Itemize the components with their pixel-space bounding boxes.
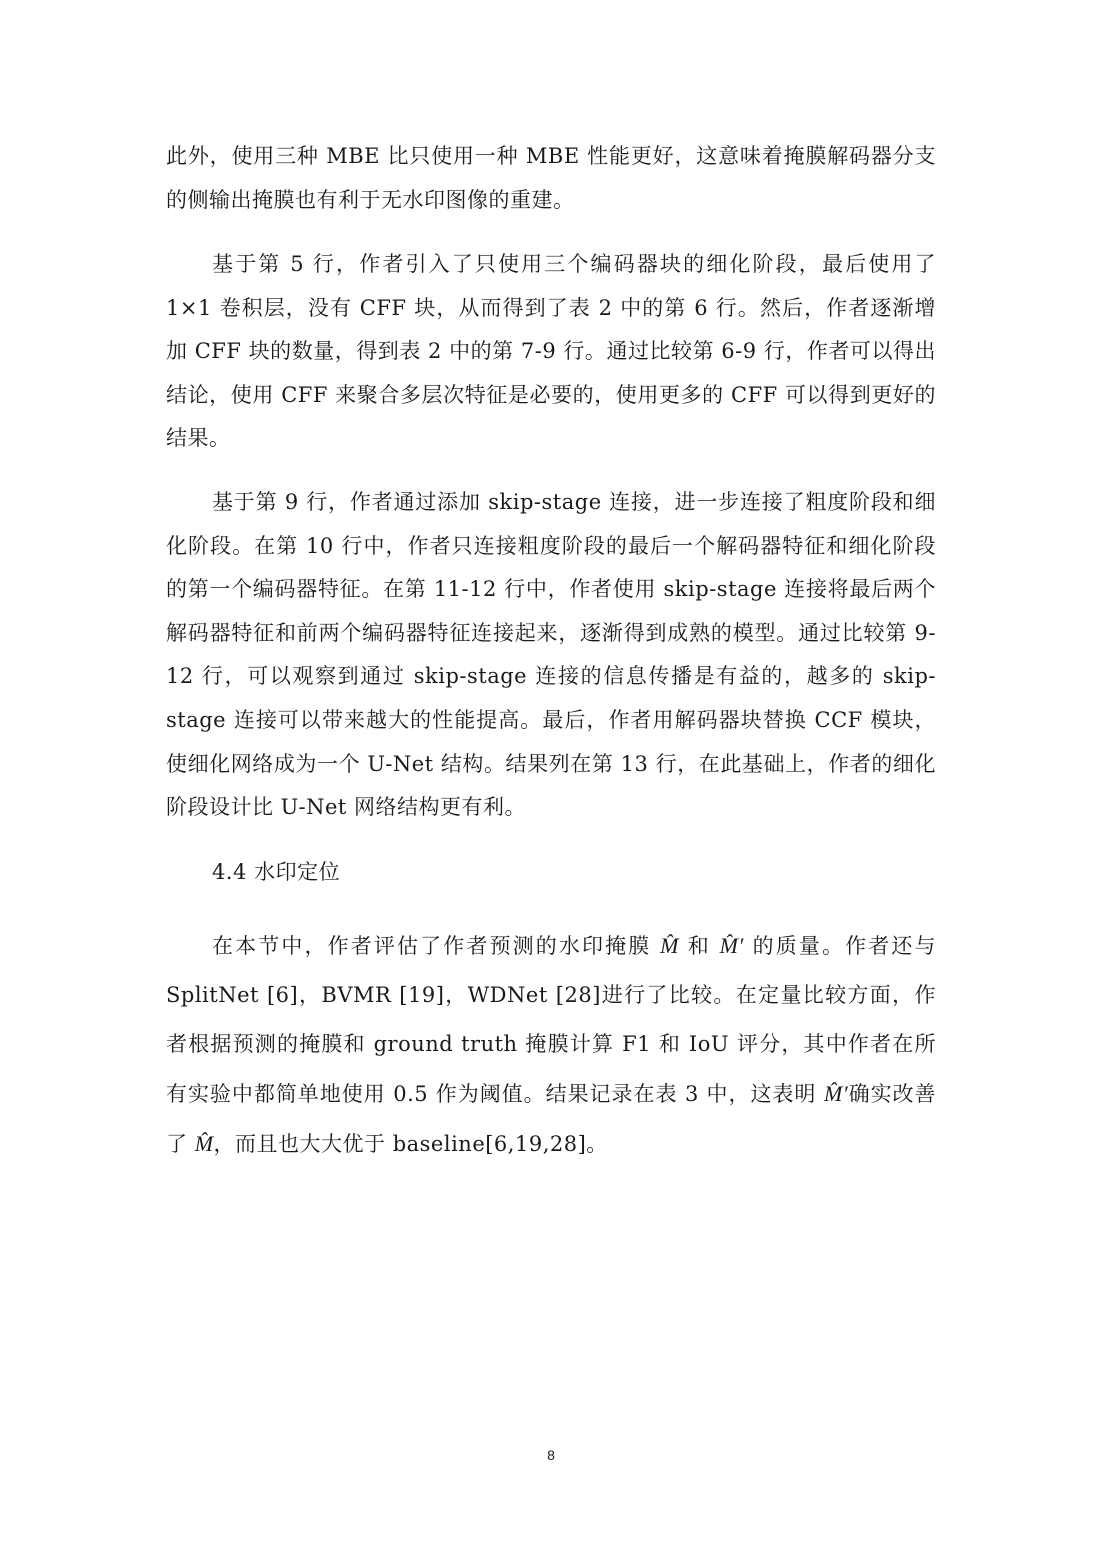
text-segment: 在本节中，作者评估了作者预测的水印掩膜: [212, 934, 661, 958]
math-m-hat: M̂: [194, 1131, 214, 1156]
text-segment: 和: [678, 934, 720, 958]
paragraph-refinement-stage: 基于第 5 行，作者引入了只使用三个编码器块的细化阶段，最后使用了 1×1 卷积层，没有 CFF 块，从而得到了表 2 中的第 6 行。然后，作者逐渐增加 CFF 块的数量，得到表 2 中的第 7-9 行。通过比较第 6-9 行，作者可以得出结论，使用 CFF 来聚合多层次特征是必要的，使用更多的 CFF 可以得到更好的结果。: [166, 252, 936, 451]
text-segment: 的质量。作者还与 SplitNet [6]，BVMR [19]，WDNet [28]进行了比较。在定量比较方面，作者根据预测的掩膜和 ground truth 掩膜计算 F1 和 IoU 评分，其中作者在所有实验中都简单地使用 0.5 作为阈值。结果记录在表 3 中，这表明: [166, 934, 936, 1106]
math-m-hat-prime: M̂′: [824, 1081, 849, 1106]
paragraph-watermark-localization: [166, 921, 936, 1169]
math-m-hat-prime: M̂′: [719, 933, 744, 958]
math-m-hat: M̂: [660, 933, 679, 958]
text-segment: 确实改善了: [166, 1082, 936, 1156]
section-heading: 4.4 水印定位: [212, 860, 341, 884]
text-segment: ，而且也大大优于 baseline[6,19,28]。: [213, 1132, 608, 1156]
page-number: 8: [547, 1447, 555, 1463]
paragraph-mbe-comparison: 此外，使用三种 MBE 比只使用一种 MBE 性能更好，这意味着掩膜解码器分支的侧输出掩膜也有利于无水印图像的重建。: [166, 144, 936, 212]
paragraph-skip-stage: 基于第 9 行，作者通过添加 skip-stage 连接，进一步连接了粗度阶段和细化阶段。在第 10 行中，作者只连接粗度阶段的最后一个解码器特征和细化阶段的第一个编码器特征。在第 11-12 行中，作者使用 skip-stage 连接将最后两个解码器特征和前两个编码器特征连接起来，逐渐得到成熟的模型。通过比较第 9-12 行，可以观察到通过 skip-stage 连接的信息传播是有益的，越多的 skip-stage 连接可以带来越大的性能提高。最后，作者用解码器块替换 CCF 模块，使细化网络成为一个 U-Net 结构。结果列在第 13 行，在此基础上，作者的细化阶段设计比 U-Net 网络结构更有利。: [166, 490, 936, 820]
